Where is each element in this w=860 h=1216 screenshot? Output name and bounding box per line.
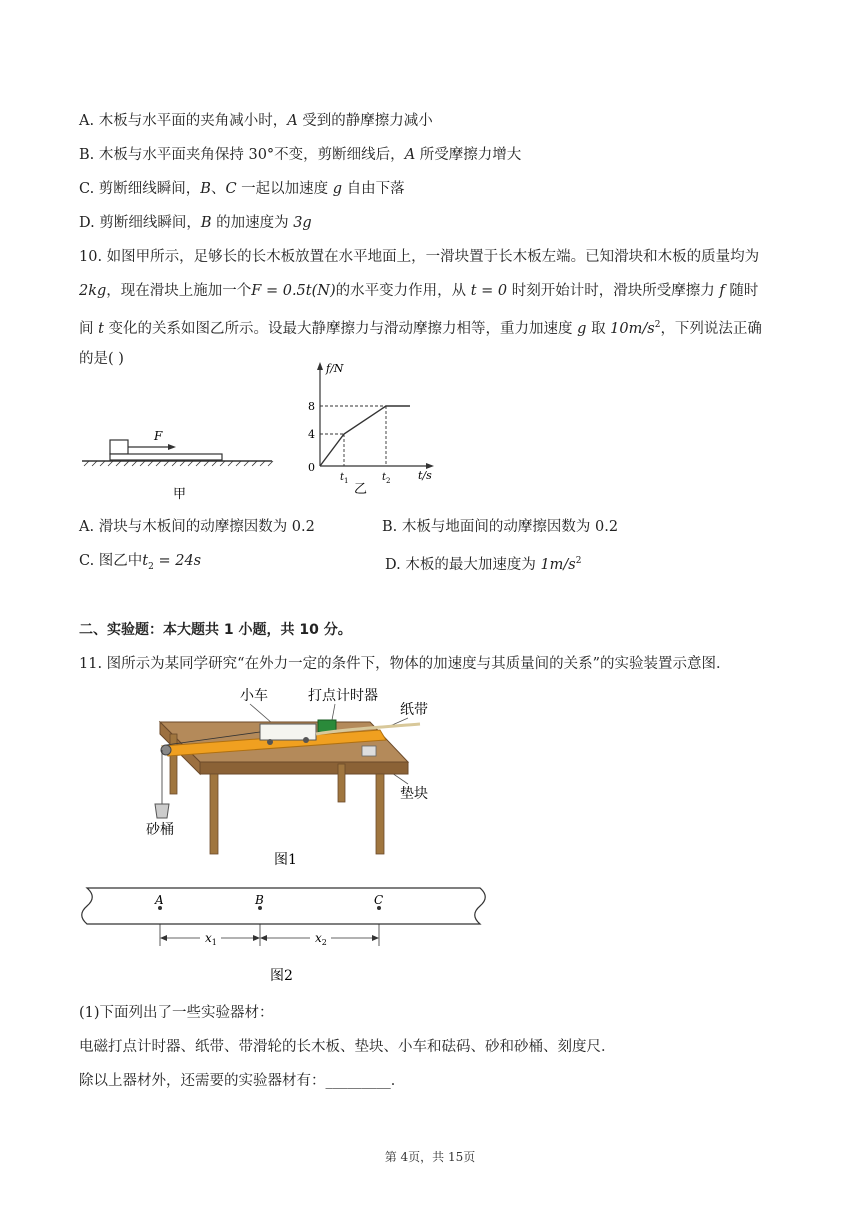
force-label: F [154, 429, 163, 443]
origin-label: 0 [308, 461, 315, 474]
q10-stem-line4: 的是( ) [79, 351, 124, 367]
figure-jia [80, 420, 280, 505]
q10-stem-line3: 间 t 变化的关系如图乙所示。设最大静摩擦力与滑动摩擦力相等，重力加速度 g 取 $10m/s^2$，下列说法正确 [79, 320, 762, 337]
paper-tape [82, 888, 486, 924]
cart-label: 小车 [240, 688, 268, 704]
force-arrow-icon [168, 444, 176, 450]
f-t-curve [320, 406, 410, 466]
figure-2-tape [75, 880, 495, 990]
q9-option-c: C. 剪断细线瞬间，B、C 一起以加速度 g 自由下落 [79, 181, 405, 197]
q10-option-b: B. 木板与地面间的动摩擦因数为 0.2 [382, 519, 619, 535]
label-c: C [374, 893, 384, 907]
block-label: 垫块 [400, 786, 428, 802]
y-axis-arrow-icon [317, 362, 323, 370]
long-board [110, 454, 222, 460]
figure-1-apparatus [140, 684, 450, 872]
q10-stem-line2: 2kg，现在滑块上施加一个F = 0.5t(N)的水平变力作用，从 t = 0 时刻开始计时，滑块所受摩擦力 f 随时 [79, 283, 759, 299]
tape-label: 纸带 [400, 702, 428, 718]
q9-option-a: A. 木板与水平面的夹角减小时，A 受到的静摩擦力减小 [79, 113, 433, 129]
slider-block [110, 440, 128, 454]
label-b: B [255, 893, 264, 907]
q11-stem: 11. 图所示为某同学研究“在外力一定的条件下，物体的加速度与其质量间的关系”的实验装置示意图． [79, 656, 731, 672]
figure-yi-graph [300, 360, 450, 495]
t2-label: $t_2$ [382, 472, 391, 485]
x2-label: $x_2$ [315, 931, 327, 947]
fig1-caption: 图1 [274, 852, 297, 868]
label-a: A [155, 893, 164, 907]
pad-block [362, 746, 376, 756]
figure-yi-label: 乙 [354, 482, 368, 495]
x-axis-label: t/s [418, 469, 432, 482]
t1-label: $t_1$ [340, 472, 349, 485]
bucket-label: 砂桶 [146, 822, 174, 838]
section-title: 二、实验题：本大题共 1 小题，共 10 分。 [79, 622, 352, 638]
y-tick-8: 8 [308, 400, 315, 413]
y-tick-4: 4 [308, 428, 315, 441]
y-axis-label: f/N [326, 362, 344, 375]
timer-label: 打点计时器 [308, 688, 378, 704]
q10-option-a: A. 滑块与木板间的动摩擦因数为 0.2 [79, 519, 315, 535]
q11-need: 除以上器材外，还需要的实验器材有：_________． [79, 1073, 406, 1089]
figure-jia-label: 甲 [173, 487, 187, 502]
fig2-caption: 图2 [270, 968, 293, 984]
page-footer: 第 4页，共 15页 [384, 1150, 476, 1164]
q9-option-b: B. 木板与水平面夹角保持 30°不变，剪断细线后，A 所受摩擦力增大 [79, 147, 522, 163]
q10-option-d: D. 木板的最大加速度为 $1m/s^2$ [385, 556, 582, 573]
pulley [161, 745, 171, 755]
q10-option-c: C. 图乙中$t_2 = 24s$ [79, 553, 202, 572]
x1-label: $x_1$ [205, 931, 217, 947]
sand-bucket [155, 804, 169, 818]
q11-sub1: (1)下面列出了一些实验器材： [79, 1005, 274, 1021]
q10-stem-line1: 10. 如图甲所示，足够长的长木板放置在水平地面上，一滑块置于长木板左端。已知滑块和木板的质量均为 [79, 249, 760, 265]
q9-option-d: D. 剪断细线瞬间，B 的加速度为 3g [79, 215, 312, 231]
q11-equipment: 电磁打点计时器、纸带、带滑轮的长木板、垫块、小车和砝码、砂和砂桶、刻度尺． [79, 1039, 616, 1055]
